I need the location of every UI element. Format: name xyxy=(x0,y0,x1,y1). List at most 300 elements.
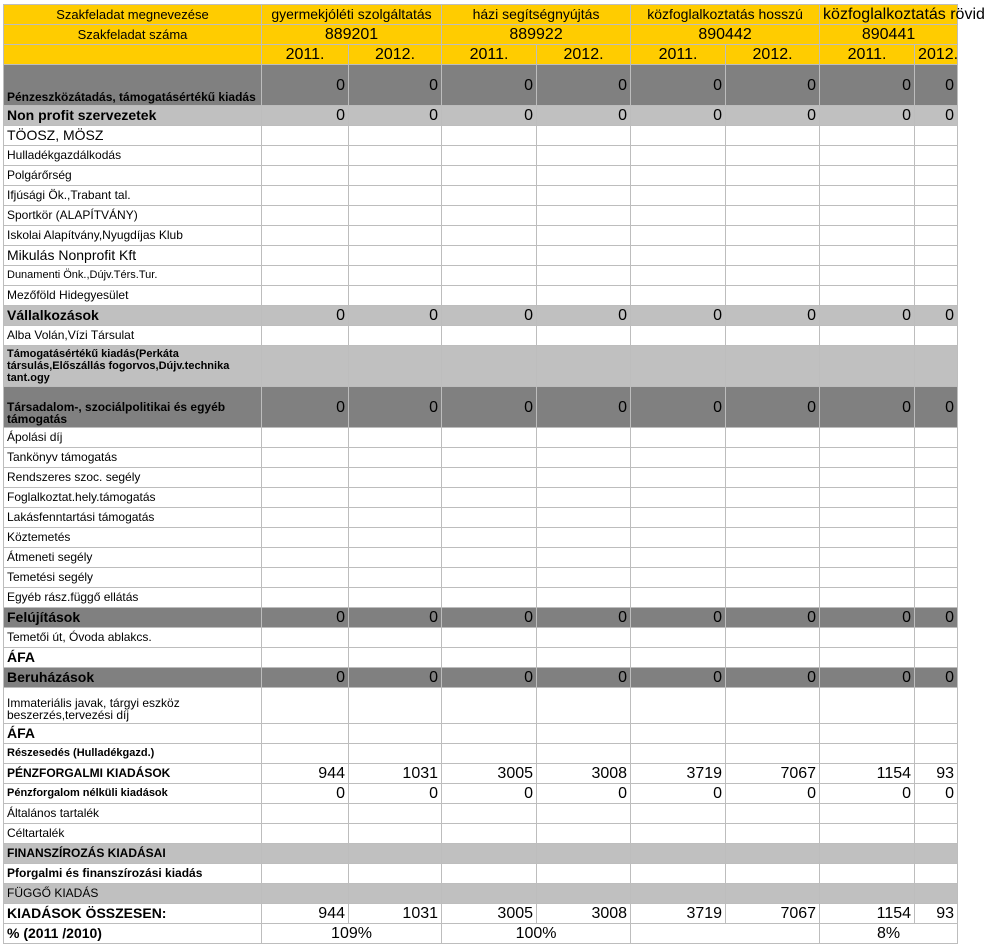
row-label: Alba Volán,Vízi Társulat xyxy=(4,326,262,346)
value-cell xyxy=(349,266,442,286)
header-label-name: Szakfeladat megnevezése xyxy=(4,5,262,25)
value-cell xyxy=(820,286,915,306)
value-cell xyxy=(915,528,958,548)
value-cell xyxy=(631,146,726,166)
value-cell xyxy=(262,448,349,468)
value-cell xyxy=(442,588,537,608)
header-year: 2012. xyxy=(537,45,631,65)
value-cell xyxy=(262,488,349,508)
percent-cell: 8% xyxy=(820,924,958,944)
value-cell: 0 xyxy=(262,608,349,628)
value-cell xyxy=(915,146,958,166)
value-cell xyxy=(726,226,820,246)
value-cell: 0 xyxy=(262,784,349,804)
table-row xyxy=(4,266,958,286)
value-cell: 0 xyxy=(631,608,726,628)
value-cell: 3008 xyxy=(537,764,631,784)
value-cell xyxy=(262,824,349,844)
percent-row-label: % (2011 /2010) xyxy=(4,924,262,944)
percent-row xyxy=(4,924,958,944)
row-label: Pénzforgalom nélküli kiadások xyxy=(4,784,262,804)
value-cell xyxy=(262,428,349,448)
row-label: Mikulás Nonprofit Kft xyxy=(4,246,262,266)
value-cell xyxy=(262,588,349,608)
table-row xyxy=(4,206,958,226)
value-cell xyxy=(915,206,958,226)
value-cell xyxy=(537,488,631,508)
value-cell xyxy=(442,428,537,448)
value-cell xyxy=(262,468,349,488)
value-cell xyxy=(915,508,958,528)
header-code-2: 889922 xyxy=(442,25,631,45)
value-cell: 0 xyxy=(726,608,820,628)
value-cell xyxy=(537,884,631,904)
value-cell xyxy=(349,126,442,146)
value-cell xyxy=(726,448,820,468)
header-year: 2012. xyxy=(915,45,958,65)
value-cell xyxy=(537,166,631,186)
row-label: Átmeneti segély xyxy=(4,548,262,568)
value-cell xyxy=(631,844,726,864)
value-cell: 1154 xyxy=(820,904,915,924)
value-cell xyxy=(537,844,631,864)
value-cell xyxy=(631,186,726,206)
table-row xyxy=(4,346,958,387)
value-cell xyxy=(820,628,915,648)
value-cell xyxy=(349,346,442,387)
row-label: Temetői út, Óvoda ablakcs. xyxy=(4,628,262,648)
value-cell: 0 xyxy=(349,387,442,428)
value-cell: 0 xyxy=(537,784,631,804)
row-label: Rendszeres szoc. segély xyxy=(4,468,262,488)
percent-cell: 100% xyxy=(442,924,631,944)
table-row xyxy=(4,548,958,568)
value-cell xyxy=(537,286,631,306)
value-cell xyxy=(262,724,349,744)
value-cell xyxy=(349,206,442,226)
value-cell xyxy=(820,246,915,266)
value-cell xyxy=(726,488,820,508)
value-cell xyxy=(820,488,915,508)
value-cell: 0 xyxy=(349,668,442,688)
value-cell xyxy=(537,724,631,744)
value-cell xyxy=(442,528,537,548)
value-cell xyxy=(726,864,820,884)
value-cell xyxy=(915,804,958,824)
value-cell: 7067 xyxy=(726,764,820,784)
value-cell xyxy=(262,548,349,568)
value-cell xyxy=(820,266,915,286)
value-cell xyxy=(537,246,631,266)
value-cell: 0 xyxy=(820,106,915,126)
value-cell xyxy=(349,186,442,206)
value-cell: 0 xyxy=(262,106,349,126)
value-cell xyxy=(726,688,820,724)
value-cell xyxy=(915,448,958,468)
value-cell xyxy=(442,286,537,306)
expense-table xyxy=(3,4,985,944)
value-cell xyxy=(820,508,915,528)
value-cell: 0 xyxy=(537,608,631,628)
value-cell xyxy=(820,548,915,568)
value-cell xyxy=(537,206,631,226)
value-cell: 0 xyxy=(537,306,631,326)
value-cell xyxy=(349,448,442,468)
header-year: 2011. xyxy=(820,45,915,65)
value-cell xyxy=(262,688,349,724)
value-cell xyxy=(915,588,958,608)
row-label: Lakásfenntartási támogatás xyxy=(4,508,262,528)
row-label: Immateriális javak, tárgyi eszköz beszerzés,tervezési díj xyxy=(4,688,262,724)
row-label: Iskolai Alapítvány,Nyugdíjas Klub xyxy=(4,226,262,246)
value-cell xyxy=(349,824,442,844)
row-label: TÖOSZ, MÖSZ xyxy=(4,126,262,146)
value-cell xyxy=(726,628,820,648)
value-cell xyxy=(820,688,915,724)
value-cell xyxy=(726,648,820,668)
row-label: PÉNZFORGALMI KIADÁSOK xyxy=(4,764,262,784)
table-row xyxy=(4,904,958,924)
value-cell xyxy=(442,468,537,488)
value-cell xyxy=(820,588,915,608)
value-cell: 3005 xyxy=(442,764,537,784)
value-cell: 7067 xyxy=(726,904,820,924)
value-cell xyxy=(726,126,820,146)
value-cell xyxy=(537,146,631,166)
value-cell xyxy=(915,884,958,904)
row-label: ÁFA xyxy=(4,648,262,668)
value-cell xyxy=(631,824,726,844)
value-cell xyxy=(915,286,958,306)
value-cell xyxy=(726,286,820,306)
row-label: Polgárőrség xyxy=(4,166,262,186)
value-cell: 944 xyxy=(262,904,349,924)
value-cell xyxy=(915,744,958,764)
value-cell xyxy=(726,884,820,904)
value-cell xyxy=(442,804,537,824)
row-label: Egyéb rász.függő ellátás xyxy=(4,588,262,608)
value-cell xyxy=(631,468,726,488)
value-cell: 0 xyxy=(820,387,915,428)
value-cell xyxy=(820,206,915,226)
value-cell xyxy=(820,428,915,448)
row-label: Felújítások xyxy=(4,608,262,628)
value-cell xyxy=(262,146,349,166)
value-cell xyxy=(262,186,349,206)
value-cell xyxy=(349,548,442,568)
row-label: Beruházások xyxy=(4,668,262,688)
value-cell: 0 xyxy=(262,668,349,688)
percent-cell xyxy=(631,924,820,944)
row-label: Sportkör (ALAPÍTVÁNY) xyxy=(4,206,262,226)
value-cell xyxy=(915,824,958,844)
row-label: Tankönyv támogatás xyxy=(4,448,262,468)
value-cell xyxy=(631,326,726,346)
value-cell xyxy=(442,186,537,206)
value-cell xyxy=(631,286,726,306)
value-cell xyxy=(726,568,820,588)
value-cell xyxy=(915,346,958,387)
row-label: Pforgalmi és finanszírozási kiadás xyxy=(4,864,262,884)
value-cell xyxy=(537,528,631,548)
value-cell xyxy=(631,488,726,508)
value-cell xyxy=(915,226,958,246)
value-cell: 0 xyxy=(726,106,820,126)
value-cell: 0 xyxy=(915,106,958,126)
value-cell: 0 xyxy=(442,387,537,428)
value-cell: 0 xyxy=(631,65,726,106)
value-cell xyxy=(537,744,631,764)
value-cell xyxy=(537,688,631,724)
value-cell xyxy=(631,804,726,824)
value-cell: 3008 xyxy=(537,904,631,924)
value-cell xyxy=(915,166,958,186)
value-cell xyxy=(537,428,631,448)
value-cell: 0 xyxy=(915,784,958,804)
value-cell xyxy=(820,326,915,346)
value-cell xyxy=(915,864,958,884)
value-cell xyxy=(726,588,820,608)
value-cell xyxy=(442,688,537,724)
value-cell: 3005 xyxy=(442,904,537,924)
header-group-2: házi segítségnyújtás xyxy=(442,5,631,25)
row-label: Társadalom-, szociálpolitikai és egyéb támogatás xyxy=(4,387,262,428)
value-cell xyxy=(349,588,442,608)
value-cell xyxy=(537,346,631,387)
row-label: KIADÁSOK ÖSSZESEN: xyxy=(4,904,262,924)
value-cell xyxy=(262,648,349,668)
value-cell xyxy=(631,588,726,608)
value-cell: 0 xyxy=(442,306,537,326)
table-row xyxy=(4,286,958,306)
table-row xyxy=(4,628,958,648)
value-cell xyxy=(349,648,442,668)
value-cell xyxy=(537,804,631,824)
value-cell xyxy=(631,206,726,226)
row-label: Pénzeszközátadás, támogatásértékű kiadás xyxy=(4,65,262,106)
value-cell xyxy=(349,688,442,724)
table-row xyxy=(4,326,958,346)
value-cell xyxy=(915,648,958,668)
header-code-4: 890441 xyxy=(820,25,958,45)
value-cell xyxy=(820,804,915,824)
value-cell xyxy=(631,428,726,448)
table-row xyxy=(4,724,958,744)
value-cell xyxy=(442,326,537,346)
value-cell xyxy=(915,246,958,266)
value-cell xyxy=(262,266,349,286)
value-cell xyxy=(349,744,442,764)
value-cell xyxy=(631,226,726,246)
value-cell xyxy=(915,724,958,744)
value-cell xyxy=(349,246,442,266)
value-cell: 0 xyxy=(820,784,915,804)
value-cell: 0 xyxy=(726,784,820,804)
value-cell xyxy=(915,488,958,508)
value-cell xyxy=(349,884,442,904)
table-row xyxy=(4,306,958,326)
value-cell xyxy=(442,744,537,764)
value-cell xyxy=(537,468,631,488)
value-cell: 0 xyxy=(915,668,958,688)
value-cell xyxy=(820,844,915,864)
table-row xyxy=(4,588,958,608)
table-row xyxy=(4,468,958,488)
value-cell xyxy=(349,226,442,246)
header-code-1: 889201 xyxy=(262,25,442,45)
value-cell xyxy=(442,346,537,387)
value-cell xyxy=(820,648,915,668)
value-cell: 93 xyxy=(915,764,958,784)
value-cell xyxy=(262,166,349,186)
value-cell xyxy=(915,326,958,346)
value-cell xyxy=(349,844,442,864)
header-year: 2011. xyxy=(442,45,537,65)
value-cell xyxy=(262,286,349,306)
value-cell: 0 xyxy=(349,608,442,628)
value-cell: 0 xyxy=(442,608,537,628)
value-cell: 0 xyxy=(442,65,537,106)
table-row xyxy=(4,508,958,528)
table-row xyxy=(4,448,958,468)
value-cell xyxy=(537,326,631,346)
value-cell xyxy=(349,724,442,744)
header-year-spacer xyxy=(4,45,262,65)
value-cell xyxy=(442,548,537,568)
value-cell xyxy=(442,864,537,884)
value-cell xyxy=(915,568,958,588)
value-cell xyxy=(631,864,726,884)
value-cell xyxy=(726,428,820,448)
row-label: Vállalkozások xyxy=(4,306,262,326)
value-cell xyxy=(631,528,726,548)
table-row xyxy=(4,864,958,884)
value-cell xyxy=(726,246,820,266)
value-cell xyxy=(349,568,442,588)
value-cell xyxy=(631,508,726,528)
value-cell xyxy=(442,724,537,744)
value-cell: 0 xyxy=(262,65,349,106)
value-cell xyxy=(726,528,820,548)
value-cell xyxy=(726,146,820,166)
value-cell xyxy=(726,744,820,764)
value-cell: 0 xyxy=(537,387,631,428)
value-cell xyxy=(915,428,958,448)
value-cell xyxy=(726,508,820,528)
value-cell: 0 xyxy=(726,387,820,428)
table-row xyxy=(4,824,958,844)
value-cell xyxy=(537,508,631,528)
table-row xyxy=(4,688,958,724)
value-cell xyxy=(262,744,349,764)
value-cell xyxy=(820,146,915,166)
value-cell xyxy=(820,724,915,744)
value-cell xyxy=(915,688,958,724)
row-label: Dunamenti Önk.,Dújv.Térs.Tur. xyxy=(4,266,262,286)
table-row xyxy=(4,804,958,824)
value-cell: 0 xyxy=(820,668,915,688)
value-cell xyxy=(262,568,349,588)
value-cell xyxy=(349,166,442,186)
value-cell: 0 xyxy=(442,668,537,688)
value-cell xyxy=(537,628,631,648)
value-cell xyxy=(349,286,442,306)
header-year: 2012. xyxy=(726,45,820,65)
value-cell xyxy=(442,568,537,588)
value-cell xyxy=(820,226,915,246)
table-row xyxy=(4,648,958,668)
table-row xyxy=(4,784,958,804)
header-group-3: közfoglalkoztatás hosszú xyxy=(631,5,820,25)
value-cell xyxy=(537,864,631,884)
value-cell xyxy=(915,266,958,286)
value-cell xyxy=(349,628,442,648)
value-cell xyxy=(726,468,820,488)
value-cell: 0 xyxy=(442,784,537,804)
row-label: Általános tartalék xyxy=(4,804,262,824)
table-row xyxy=(4,387,958,428)
value-cell: 0 xyxy=(820,608,915,628)
row-label: Non profit szervezetek xyxy=(4,106,262,126)
value-cell: 0 xyxy=(349,65,442,106)
header-code-3: 890442 xyxy=(631,25,820,45)
row-label: FINANSZÍROZÁS KIADÁSAI xyxy=(4,844,262,864)
value-cell: 0 xyxy=(349,784,442,804)
value-cell xyxy=(820,864,915,884)
value-cell xyxy=(262,508,349,528)
value-cell xyxy=(820,346,915,387)
value-cell xyxy=(631,166,726,186)
value-cell xyxy=(726,326,820,346)
row-label: Támogatásértékű kiadás(Perkáta társulás,Előszállás fogorvos,Dújv.technika tant.ogy xyxy=(4,346,262,387)
value-cell xyxy=(726,166,820,186)
value-cell: 0 xyxy=(631,387,726,428)
value-cell xyxy=(915,628,958,648)
table-row xyxy=(4,65,958,106)
row-label: Foglalkoztat.hely.támogatás xyxy=(4,488,262,508)
value-cell: 0 xyxy=(820,65,915,106)
value-cell xyxy=(820,448,915,468)
value-cell: 3719 xyxy=(631,904,726,924)
value-cell xyxy=(262,206,349,226)
row-label: ÁFA xyxy=(4,724,262,744)
header-row-name xyxy=(4,5,958,25)
table-row xyxy=(4,106,958,126)
value-cell xyxy=(820,186,915,206)
table-row xyxy=(4,608,958,628)
value-cell xyxy=(349,146,442,166)
value-cell xyxy=(442,146,537,166)
row-label: Köztemetés xyxy=(4,528,262,548)
table-row xyxy=(4,226,958,246)
table-body xyxy=(4,5,985,944)
value-cell xyxy=(820,744,915,764)
value-cell xyxy=(915,126,958,146)
value-cell xyxy=(442,246,537,266)
header-year: 2012. xyxy=(349,45,442,65)
value-cell xyxy=(349,528,442,548)
value-cell xyxy=(349,804,442,824)
table-row xyxy=(4,428,958,448)
value-cell xyxy=(349,864,442,884)
value-cell: 0 xyxy=(915,387,958,428)
value-cell xyxy=(631,648,726,668)
table-row xyxy=(4,568,958,588)
value-cell xyxy=(442,844,537,864)
value-cell xyxy=(915,548,958,568)
value-cell xyxy=(631,246,726,266)
value-cell xyxy=(537,824,631,844)
